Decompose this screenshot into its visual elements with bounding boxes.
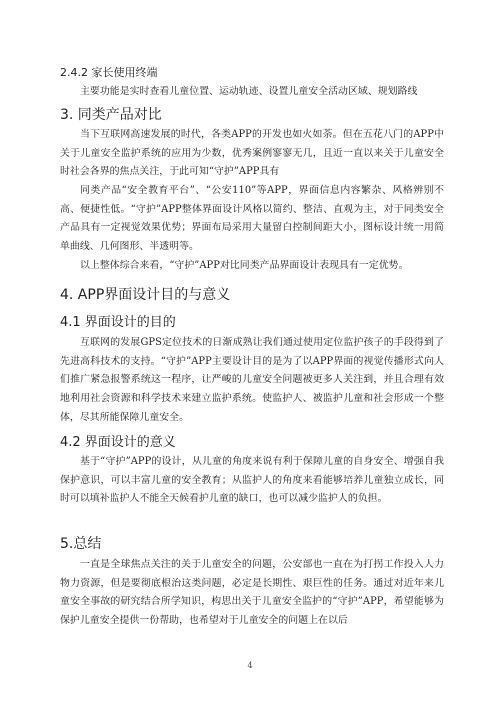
section-2-4-2-text: 主要功能是实时查看儿童位置、运动轨迹、设置儿童安全活动区域、规划路线 (80, 86, 418, 97)
section-4-2-paragraph: 基于“守护”APP的设计，从儿童的角度来说有利于保障儿童的自身安全、增强自我保护意识，可以丰富儿童的安全教育；从监护人的角度来看能够培养儿童独立成长，同时可以填补监护人不能全天候看护儿童的缺口，也可以减少监护人的负担。 (60, 456, 444, 505)
page-number: 4 (247, 661, 253, 670)
section-4-2-heading: 4.2 界面设计的意义 (60, 435, 176, 450)
section-5-paragraph: 一直是全球焦点关注的关于儿童安全的问题，公安部也一直在为打拐工作投入人力物力资源，但是要彻底根治这类问题，必定是长期性、艰巨性的任务。通过对近年来儿童安全事故的研究结合所学知识，构思出关于儿童安全监护的“守护”APP，希望能够为保护儿童安全提供一份帮助，也希望对于儿童安全的问题上在以后 (60, 559, 444, 627)
section-4-heading: 4. APP界面设计目的与意义 (60, 287, 231, 303)
section-3-heading: 3. 同类产品对比 (60, 107, 162, 123)
section-3-paragraph-2: 同类产品“安全教育平台”、“公安110”等APP，界面信息内容繁杂、风格辨别不高、便捷性低。“守护”APP整体界面设计风格以简约、整洁、直观为主，对于同类安全产品具有一定视觉效果优势；界面布局采用大量留白控制间距大小，图标设计统一用简单曲线、几何图形、半透明等。 (60, 185, 444, 253)
section-3-paragraph-1: 当下互联网高速发展的时代，各类APP的开发也如火如荼。但在五花八门的APP中关于儿童安全监护系统的应用为少数，优秀案例寥寥无几，且近一直以来关于儿童安全时社会各界的焦点关注，于此可知“守护”APP具有 (60, 129, 444, 178)
section-4-1-heading: 4.1 界面设计的目的 (60, 315, 176, 330)
section-2-4-2-heading: 2.4.2 家长使用终端 (60, 66, 158, 79)
section-3-paragraph-3: 以上整体综合来看，“守护”APP对比同类产品界面设计表现具有一定优势。 (80, 260, 409, 271)
section-4-1-paragraph: 互联网的发展GPS定位技术的日渐成熟让我们通过使用定位监护孩子的手段得到了先进高科技术的支持。“守护”APP主要设计目的是为了以APP界面的视觉传播形式向人们推广紧急报警系统这一程序，让严峻的儿童安全问题被更多人关注到，并且合理有效地利用社会资源和科学技术来建立监护系统。使监护人、被监护儿童和社会形成一个整体，尽其所能保障儿童安全。 (60, 337, 444, 423)
section-5-heading: 5.总结 (60, 536, 102, 552)
